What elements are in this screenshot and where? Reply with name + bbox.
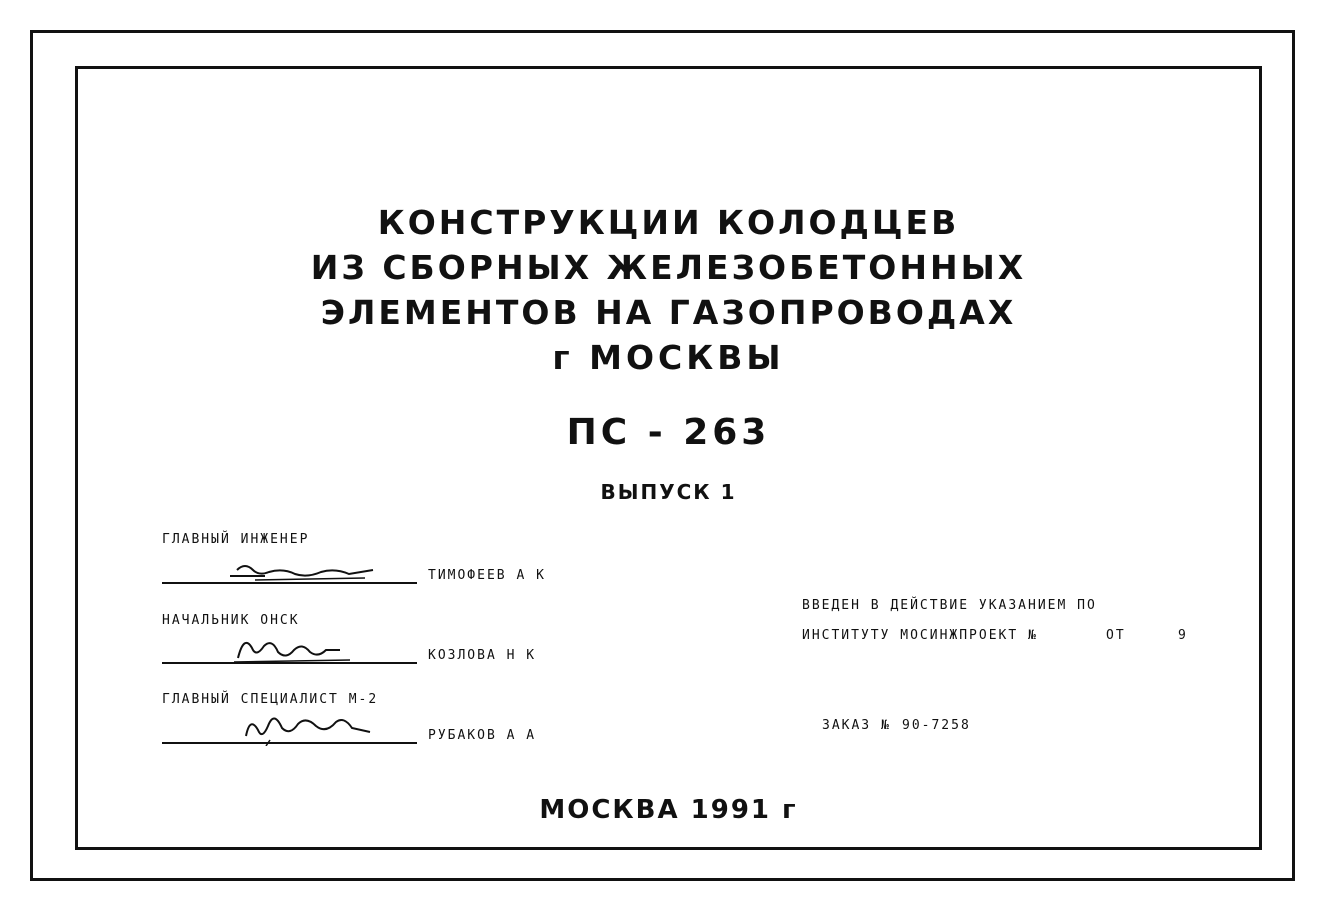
order-number: 90-7258 (902, 718, 971, 733)
title-line-2: ИЗ СБОРНЫХ ЖЕЛЕЗОБЕТОННЫХ (310, 248, 1027, 287)
order-label: ЗАКАЗ № (822, 718, 891, 733)
signature-3-icon (240, 706, 400, 746)
decree-line-2: ИНСТИТУТУ МОСИНЖПРОЕКТ № (802, 628, 1038, 643)
signatory-3-name: РУБАКОВ А А (428, 728, 537, 743)
document-title (75, 200, 1262, 380)
signatory-1-name: ТИМОФЕЕВ А К (428, 568, 546, 583)
signature-2-icon (230, 628, 390, 668)
title-line-3: ЭЛЕМЕНТОВ НА ГАЗОПРОВОДАХ (320, 293, 1017, 332)
decree-from-label: ОТ (1106, 628, 1126, 643)
signatory-3-position: ГЛАВНЫЙ СПЕЦИАЛИСТ М-2 (162, 692, 379, 707)
place-and-year: МОСКВА 1991 г (539, 795, 798, 825)
decree-year-fragment: 9 (1178, 628, 1188, 643)
signatory-1-position: ГЛАВНЫЙ ИНЖЕНЕР (162, 532, 310, 547)
signatory-2-name: КОЗЛОВА Н К (428, 648, 537, 663)
title-line-1: КОНСТРУКЦИИ КОЛОДЦЕВ (377, 203, 960, 242)
document-code: ПС - 263 (566, 412, 771, 453)
title-line-4: г МОСКВЫ (552, 338, 785, 377)
issue-number: ВЫПУСК 1 (600, 480, 737, 504)
signatory-2-position: НАЧАЛЬНИК ОНСК (162, 613, 300, 628)
decree-line-1: ВВЕДЕН В ДЕЙСТВИЕ УКАЗАНИЕМ ПО (802, 598, 1097, 613)
signature-1-icon (225, 554, 385, 594)
